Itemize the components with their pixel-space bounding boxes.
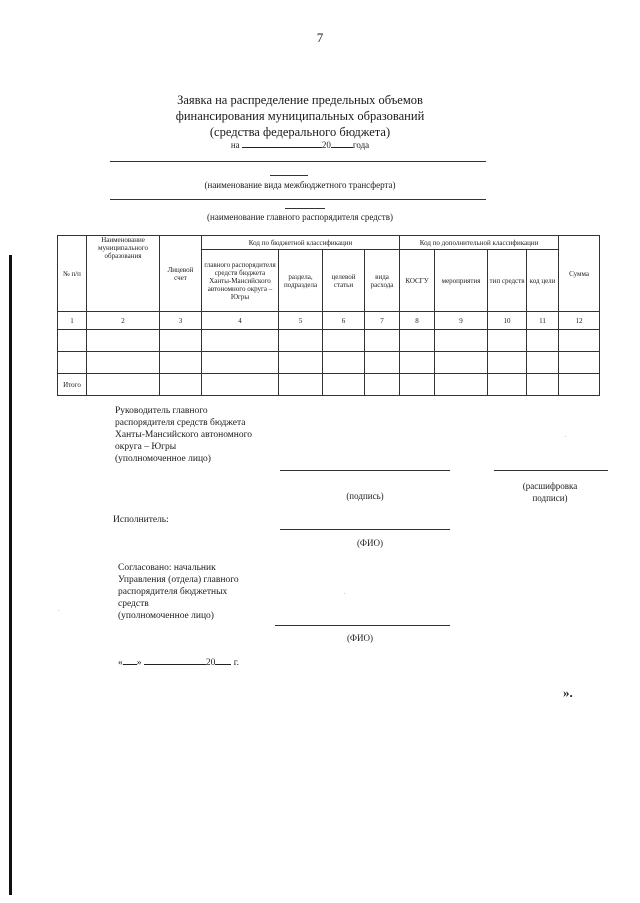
header-account: Лицевой счет [160,236,202,312]
column-number: 4 [202,312,279,330]
head-line: (уполномоченное лицо) [115,454,211,464]
column-number: 6 [323,312,365,330]
transfer-type-short-line [270,175,308,176]
title-line-1: Заявка на распределение предельных объемов [177,93,423,107]
header-section: раздела, подраздела [279,250,323,312]
header-kosgu: КОСГУ [400,250,435,312]
budget-manager-short-line [285,208,325,209]
header-additional-class-group: Код по дополнительной классификации [400,236,559,250]
closing-quote-mark: ». [563,685,573,700]
date-suffix: года [352,140,370,150]
budget-manager-caption: (наименование главного распорядителя средств) [207,212,393,222]
column-number: 11 [527,312,559,330]
table-header-row-1 [58,236,600,250]
title-line-3: (средства федерального бюджета) [209,125,391,139]
executor-fio-caption: (ФИО) [356,538,384,548]
header-goal-code: код цели [527,250,559,312]
header-budget-class-group: Код по бюджетной классификации [202,236,400,250]
date-line [110,140,490,150]
footer-year-prefix: 20 [205,658,216,668]
header-sum: Сумма [559,236,600,312]
decoding-line [494,470,608,471]
head-line: Руководитель главного [115,406,208,416]
head-line: Ханты-Мансийского автономного [115,430,253,440]
head-line: распорядителя средств бюджета [115,418,246,428]
transfer-type-line [110,161,486,162]
head-signature-block [115,405,295,465]
agreed-line: (уполномоченное лицо) [118,611,214,621]
footer-year-blank [215,664,231,665]
executor-label: Исполнитель: [113,515,169,525]
column-number: 7 [365,312,400,330]
stray-mark: . [565,433,567,439]
date-year-prefix: 20 [321,140,331,150]
agreed-line: Согласовано: начальник [118,563,216,573]
footer-suffix: г. [233,658,239,668]
header-target-item: целевой статьи [323,250,365,312]
header-num: № п/п [58,236,87,312]
footer-close-quote: » [136,658,142,668]
total-row [58,374,600,396]
column-number: 10 [488,312,527,330]
date-prefix: на [230,140,240,150]
allocation-table [57,235,600,396]
column-number: 2 [87,312,160,330]
title-line-2: финансирования муниципальных образований [175,109,425,123]
agreed-signature-block [118,562,298,622]
decoding-caption: (расшифровка подписи) [522,481,578,503]
stray-mark: . [58,607,60,613]
column-number: 9 [435,312,488,330]
header-expense-type: вида расхода [365,250,400,312]
header-manager: главного распорядителя средств бюджета Ханты-Мансийского автономного округа – Югры [202,250,279,312]
scan-edge-bar [9,255,12,895]
year-blank [331,147,353,148]
date-blank [242,147,322,148]
month-blank [144,664,206,665]
column-number-row [58,312,600,330]
signature-line [280,470,450,471]
budget-manager-line [110,199,486,200]
column-number: 8 [400,312,435,330]
agreed-line: Управления (отдела) главного [118,575,239,585]
stray-mark: . [344,590,346,596]
executor-fio-line [280,529,450,530]
table-row [58,330,600,352]
day-blank [123,664,137,665]
header-funds-type: тип средств [488,250,527,312]
column-number: 1 [58,312,87,330]
footer-open-quote: « [118,658,123,668]
date-footer [118,657,239,669]
agreed-fio-line [275,625,450,626]
column-number: 12 [559,312,600,330]
page-number: 7 [316,30,324,45]
column-number: 5 [279,312,323,330]
agreed-line: средств [118,599,149,609]
agreed-line: распорядителя бюджетных [118,587,228,597]
agreed-fio-caption: (ФИО) [346,633,374,643]
document-title [110,92,490,140]
table-row [58,352,600,374]
transfer-type-caption: (наименование вида межбюджетного трансферта) [204,180,396,190]
column-number: 3 [160,312,202,330]
total-label: Итого [58,374,87,396]
header-municipality: Наименование муниципального образования [87,236,160,312]
head-line: округа – Югры [115,442,177,452]
header-activity: мероприятия [435,250,488,312]
signature-caption: (подпись) [346,491,384,501]
